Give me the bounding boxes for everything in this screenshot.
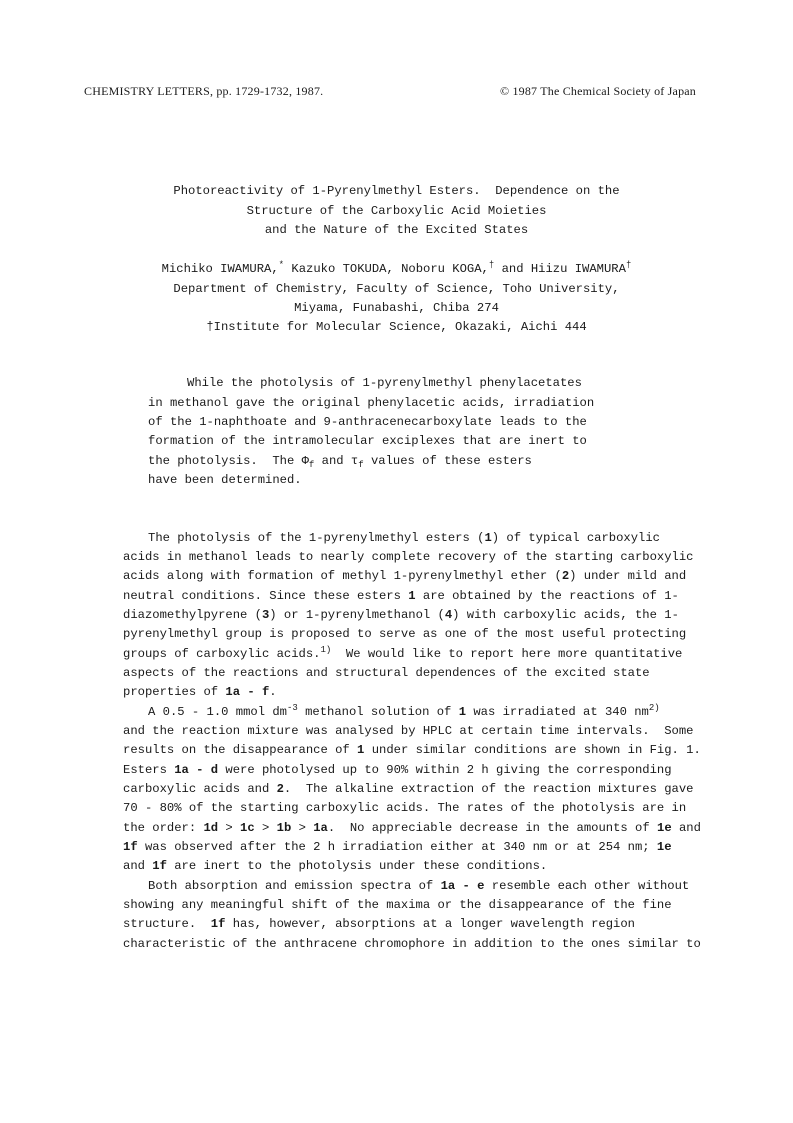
title-line-2: Structure of the Carboxylic Acid Moieties xyxy=(246,204,547,218)
text-run: ) with carboxylic acids, the 1- xyxy=(452,608,679,622)
compound-label: 1f xyxy=(123,840,138,854)
text-run: We would like to report here more quantitative xyxy=(331,647,683,661)
body-line xyxy=(123,840,672,854)
text-run: . The alkaline extraction of the reaction mixtures gave xyxy=(283,782,694,796)
body-line: characteristic of the anthracene chromophore in addition to the ones similar to xyxy=(123,937,701,951)
body-line xyxy=(123,859,547,873)
reference-mark: 2) xyxy=(648,703,660,713)
abstract-line: in methanol gave the original phenylacetic acids, irradiation xyxy=(148,396,595,410)
dagger-mark: † xyxy=(625,260,632,270)
body-line xyxy=(123,763,672,777)
text-run: Esters xyxy=(123,763,175,777)
text-run: ) under mild and xyxy=(569,569,687,583)
copyright-notice: © 1987 The Chemical Society of Japan xyxy=(499,84,696,98)
body-line xyxy=(123,569,686,583)
body-line xyxy=(148,531,660,545)
compound-label: 1a - e xyxy=(440,879,485,893)
text-run: methanol solution of xyxy=(297,705,459,719)
compound-label: 1 xyxy=(357,743,365,757)
affiliation-2-text: Institute for Molecular Science, Okazaki, Aichi 444 xyxy=(213,320,587,334)
compound-label: 1c xyxy=(240,821,255,835)
abstract-line: formation of the intramolecular exciplexes that are inert to xyxy=(148,434,587,448)
author-1: Michiko IWAMURA, xyxy=(161,262,279,276)
text-run: has, however, absorptions at a longer wavelength region xyxy=(225,917,635,931)
abstract-line: have been determined. xyxy=(148,473,302,487)
dagger-mark: † xyxy=(488,260,495,270)
title-line-3: and the Nature of the Excited States xyxy=(264,223,529,237)
text-run: groups of carboxylic acids. xyxy=(123,647,321,661)
body-line xyxy=(123,647,682,661)
text-run: A 0.5 - 1.0 mmol dm xyxy=(148,705,287,719)
compound-label: 1d xyxy=(203,821,219,835)
text-run: The photolysis of the 1-pyrenylmethyl esters ( xyxy=(148,531,485,545)
tau-symbol: τ xyxy=(350,454,359,468)
body-line xyxy=(123,917,635,931)
journal-citation: CHEMISTRY LETTERS, pp. 1729-1732, 1987. xyxy=(84,84,324,98)
body-line xyxy=(123,685,277,699)
text-run: Both absorption and emission spectra of xyxy=(148,879,441,893)
text-run: diazomethylpyrene ( xyxy=(123,608,262,622)
body-line: pyrenylmethyl group is proposed to serve as one of the most useful protecting xyxy=(123,627,687,641)
text-run: . No appreciable decrease in the amounts of xyxy=(327,821,657,835)
body-line xyxy=(148,879,689,893)
compound-label: 2 xyxy=(276,782,284,796)
title-line-1: Photoreactivity of 1-Pyrenylmethyl Esters. Dependence on the xyxy=(173,184,620,198)
body-line xyxy=(123,782,694,796)
text-run: was observed after the 2 h irradiation either at 340 nm or at 254 nm; xyxy=(137,840,657,854)
compound-label: 1 xyxy=(458,705,467,719)
superscript: -3 xyxy=(286,703,298,713)
reference-mark: 1) xyxy=(320,645,332,655)
text-run: values of these esters xyxy=(363,454,532,468)
subscript-f: f xyxy=(358,460,364,470)
text-run: and xyxy=(123,859,153,873)
body-line xyxy=(148,705,660,719)
body-line xyxy=(123,608,679,622)
text-run: the photolysis. The xyxy=(148,454,302,468)
text-run: > xyxy=(254,821,277,835)
author-2-3: Kazuko TOKUDA, Noboru KOGA, xyxy=(284,262,489,276)
body-line: 70 - 80% of the starting carboxylic acids. The rates of the photolysis are in xyxy=(123,801,687,815)
compound-label: 1f xyxy=(210,917,226,931)
text-run: acids along with formation of methyl 1-pyrenylmethyl ether ( xyxy=(123,569,562,583)
body-line: aspects of the reactions and structural dependences of the excited state xyxy=(123,666,650,680)
body-line: and the reaction mixture was analysed by HPLC at certain time intervals. Some xyxy=(123,724,694,738)
text-run: and xyxy=(671,821,701,835)
compound-label: 1f xyxy=(152,859,167,873)
abstract-line: While the photolysis of 1-pyrenylmethyl phenylacetates xyxy=(187,376,582,390)
compound-label: 3 xyxy=(261,608,270,622)
compound-label: 1e xyxy=(657,821,672,835)
compound-label: 1e xyxy=(656,840,672,854)
text-run: was irradiated at 340 nm xyxy=(466,705,649,719)
compound-label: 1 xyxy=(484,531,492,545)
text-run: properties of xyxy=(123,685,226,699)
affiliation-1-line-1: Department of Chemistry, Faculty of Science, Toho University, xyxy=(173,282,620,296)
text-run: carboxylic acids and xyxy=(123,782,277,796)
affiliation-2 xyxy=(0,320,793,334)
phi-symbol: Φ xyxy=(301,454,309,468)
compound-label: 1b xyxy=(276,821,292,835)
compound-label: 2 xyxy=(561,569,570,583)
text-run: ) of typical carboxylic xyxy=(491,531,660,545)
dagger-mark: † xyxy=(206,320,214,334)
affiliation-1-line-2: Miyama, Funabashi, Chiba 274 xyxy=(294,301,499,315)
abstract-line xyxy=(148,454,532,468)
text-run: are obtained by the reactions of 1- xyxy=(415,589,679,603)
text-run: are inert to the photolysis under these conditions. xyxy=(166,859,548,873)
subscript-f: f xyxy=(308,460,315,470)
text-run: > xyxy=(291,821,314,835)
body-line: showing any meaningful shift of the maxima or the disappearance of the fine xyxy=(123,898,672,912)
compound-label: 1 xyxy=(408,589,416,603)
author-4: and Hiizu IWAMURA xyxy=(494,262,626,276)
compound-label: 1a - d xyxy=(174,763,219,777)
text-run: ) or 1-pyrenylmethanol ( xyxy=(269,608,445,622)
text-run: and xyxy=(314,454,351,468)
compound-label: 1a - f xyxy=(225,685,270,699)
text-run: structure. xyxy=(123,917,211,931)
body-line: acids in methanol leads to nearly complete recovery of the starting carboxylic xyxy=(123,550,694,564)
abstract-line: of the 1-naphthoate and 9-anthracenecarboxylate leads to the xyxy=(148,415,587,429)
text-run: neutral conditions. Since these esters xyxy=(123,589,409,603)
text-run: results on the disappearance of xyxy=(123,743,358,757)
body-line xyxy=(123,743,701,757)
text-run: > xyxy=(218,821,241,835)
text-run: were photolysed up to 90% within 2 h giving the corresponding xyxy=(218,763,672,777)
corresponding-mark: * xyxy=(278,260,285,270)
text-run: . xyxy=(269,685,277,699)
text-run: the order: xyxy=(123,821,204,835)
compound-label: 1a xyxy=(313,821,328,835)
body-line xyxy=(123,821,701,835)
text-run: resemble each other without xyxy=(484,879,690,893)
running-header xyxy=(84,84,696,100)
author-list xyxy=(0,262,793,276)
body-line xyxy=(123,589,679,603)
compound-label: 4 xyxy=(444,608,453,622)
text-run: under similar conditions are shown in Fig. 1. xyxy=(364,743,701,757)
